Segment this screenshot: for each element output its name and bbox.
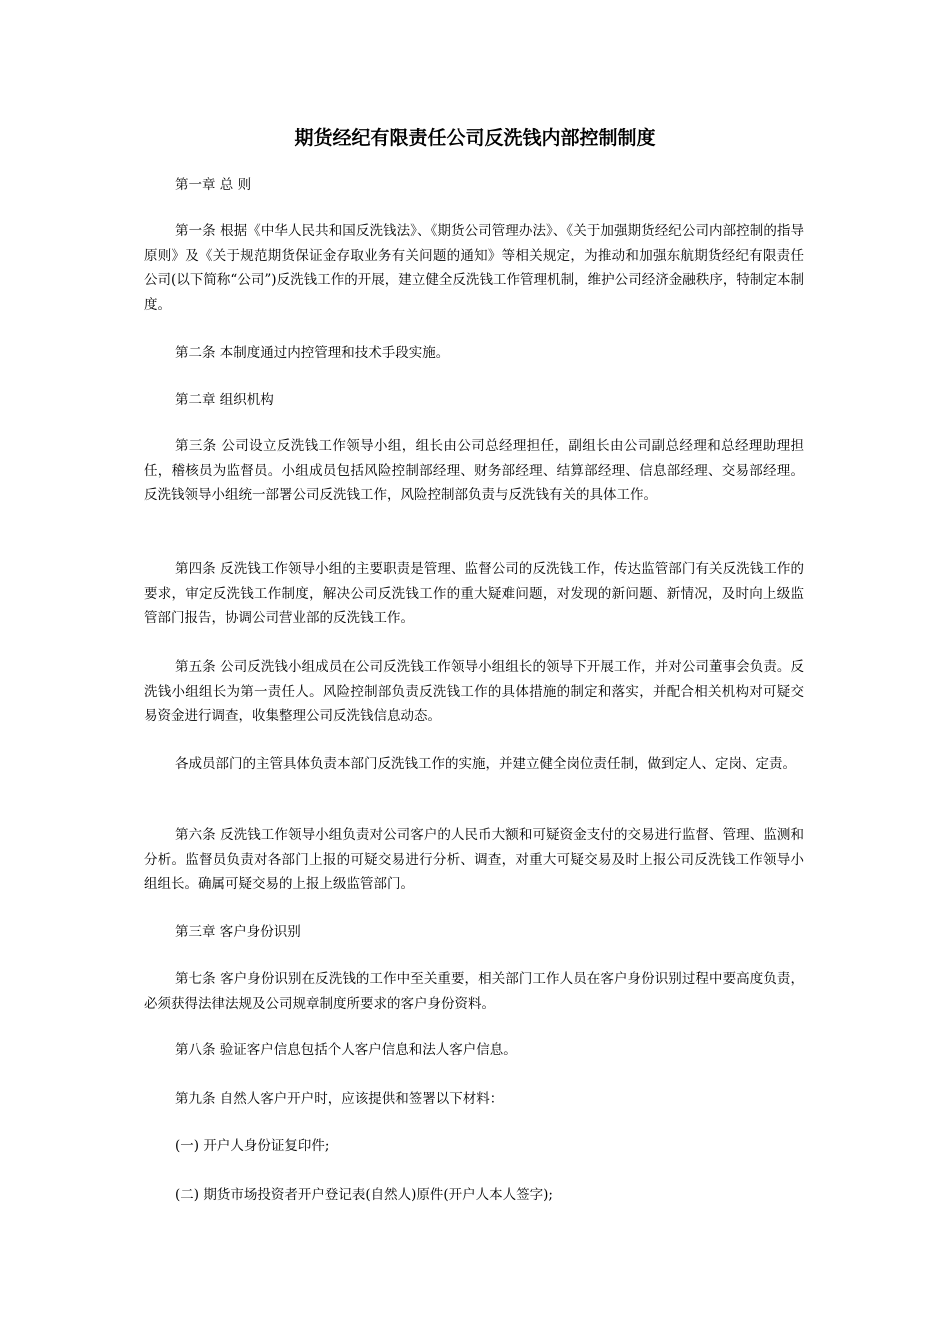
article-5: 第五条 公司反洗钱小组成员在公司反洗钱工作领导小组组长的领导下开展工作，并对公司董事会负责。反洗钱小组组长为第一责任人。风险控制部负责反洗钱工作的具体措施的制定和落实，并配合相关机构对可疑交易资金进行调查，收集整理公司反洗钱信息动态。 — [144, 659, 804, 724]
article-3: 第三条 公司设立反洗钱工作领导小组，组长由公司总经理担任，副组长由公司副总经理和总经理助理担任，稽核员为监督员。小组成员包括风险控制部经理、财务部经理、结算部经理、信息部经理、交易部经理。反洗钱领导小组统一部署公司反洗钱工作，风险控制部负责与反洗钱有关的具体工作。 — [144, 438, 804, 503]
article-1: 第一条 根据《中华人民共和国反洗钱法》、《期货公司管理办法》、《关于加强期货经纪公司内部控制的指导原则》及《关于规范期货保证金存取业务有关问题的通知》等相关规定，为推动和加强东航期货经纪有限责任公司(以下简称“公司”)反洗钱工作的开展，建立健全反洗钱工作管理机制，维护公司经济金融秩序，特制定本制度。 — [144, 223, 804, 313]
chapter-1-heading: 第一章 总 则 — [175, 177, 252, 193]
article-9: 第九条 自然人客户开户时，应该提供和签署以下材料： — [175, 1091, 504, 1107]
list-item-1: (一) 开户人身份证复印件; — [175, 1138, 330, 1154]
article-4: 第四条 反洗钱工作领导小组的主要职责是管理、监督公司的反洗钱工作，传达监管部门有关反洗钱工作的要求，审定反洗钱工作制度，解决公司反洗钱工作的重大疑难问题，对发现的新问题、新情况，及时向上级监管部门报告，协调公司营业部的反洗钱工作。 — [144, 561, 804, 626]
chapter-3-heading: 第三章 客户身份识别 — [175, 924, 301, 940]
list-item-2: (二) 期货市场投资者开户登记表(自然人)原件(开户人本人签字); — [175, 1187, 553, 1203]
article-6: 第六条 反洗钱工作领导小组负责对公司客户的人民币大额和可疑资金支付的交易进行监督、管理、监测和分析。监督员负责对各部门上报的可疑交易进行分析、调查，对重大可疑交易及时上报公司反洗钱工作领导小组组长。确属可疑交易的上报上级监管部门。 — [144, 827, 804, 892]
document-title: 期货经纪有限责任公司反洗钱内部控制制度 — [294, 127, 656, 149]
article-2: 第二条 本制度通过内控管理和技术手段实施。 — [175, 345, 450, 361]
article-7: 第七条 客户身份识别在反洗钱的工作中至关重要，相关部门工作人员在客户身份识别过程中要高度负责，必须获得法律法规及公司规章制度所要求的客户身份资料。 — [144, 971, 804, 1012]
chapter-2-heading: 第二章 组织机构 — [175, 392, 274, 408]
article-8: 第八条 验证客户信息包括个人客户信息和法人客户信息。 — [175, 1042, 517, 1058]
member-departments-paragraph: 各成员部门的主管具体负责本部门反洗钱工作的实施，并建立健全岗位责任制，做到定人、定岗、定责。 — [175, 756, 796, 772]
